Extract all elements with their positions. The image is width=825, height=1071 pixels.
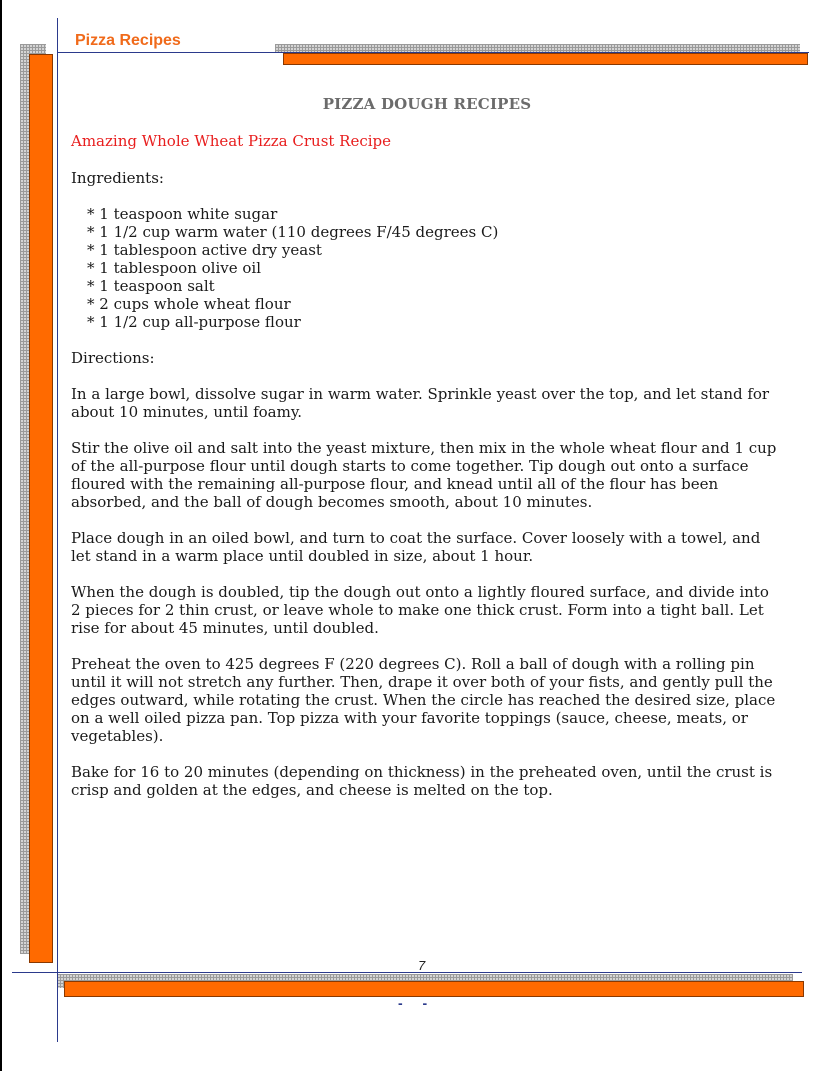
document-heading: PIZZA DOUGH RECIPES [322,95,532,113]
left-orange-bar [29,54,53,963]
direction-step: When the dough is doubled, tip the dough out onto a lightly floured surface, and divide into 2 pieces for 2 thin crust, or leave whole to make one thick crust. Form into a tight ball. Let rise for about 45 minutes, until doubled. [71,583,769,637]
page-content [71,95,783,817]
ingredient-item: * 1 tablespoon olive oil [87,259,261,277]
ingredients-label: Ingredients: [71,169,164,187]
header-title: Pizza Recipes [75,32,181,49]
direction-step: Stir the olive oil and salt into the yeast mixture, then mix in the whole wheat flour and 1 cup of the all-purpose flour until dough starts to come together. Tip dough out onto a surface floured with the remaining all-purpose flour, and knead until all of the flour has been absorbed, and the ball of dough becomes smooth, about 10 minutes. [71,439,777,511]
page-number: 7 [418,958,426,973]
ingredient-item: * 1 teaspoon white sugar [87,205,278,223]
header-rule [57,52,809,53]
vertical-rule [57,18,58,1042]
ingredient-item: * 2 cups whole wheat flour [87,295,291,313]
ingredient-item: * 1 1/2 cup warm water (110 degrees F/45 degrees C) [87,223,499,241]
direction-step: Bake for 16 to 20 minutes (depending on thickness) in the preheated oven, until the crust is crisp and golden at the edges, and cheese is melted on the top. [71,763,773,799]
footer-rule [12,972,802,973]
direction-step: Preheat the oven to 425 degrees F (220 degrees C). Roll a ball of dough with a rolling pin until it will not stretch any further. Then, drape it over both of your fists, and gently pull the edges outward, while rotating the crust. When the circle has reached the desired size, place on a well oiled pizza pan. Top pizza with your favorite toppings (sauce, cheese, meats, or vegetables). [71,655,776,745]
page-left-edge [0,0,2,1071]
ingredients-list [87,205,783,331]
ingredient-item: * 1 teaspoon salt [87,277,215,295]
direction-step: Place dough in an oiled bowl, and turn to coat the surface. Cover loosely with a towel, and let stand in a warm place until doubled in size, about 1 hour. [71,529,761,565]
direction-step: In a large bowl, dissolve sugar in warm water. Sprinkle yeast over the top, and let stand for about 10 minutes, until foamy. [71,385,770,421]
top-orange-bar [283,53,808,65]
ingredient-item: * 1 1/2 cup all-purpose flour [87,313,301,331]
footer-dashes: - - [398,995,436,1011]
recipe-title: Amazing Whole Wheat Pizza Crust Recipe [71,132,392,150]
directions-label: Directions: [71,349,155,367]
ingredient-item: * 1 tablespoon active dry yeast [87,241,322,259]
